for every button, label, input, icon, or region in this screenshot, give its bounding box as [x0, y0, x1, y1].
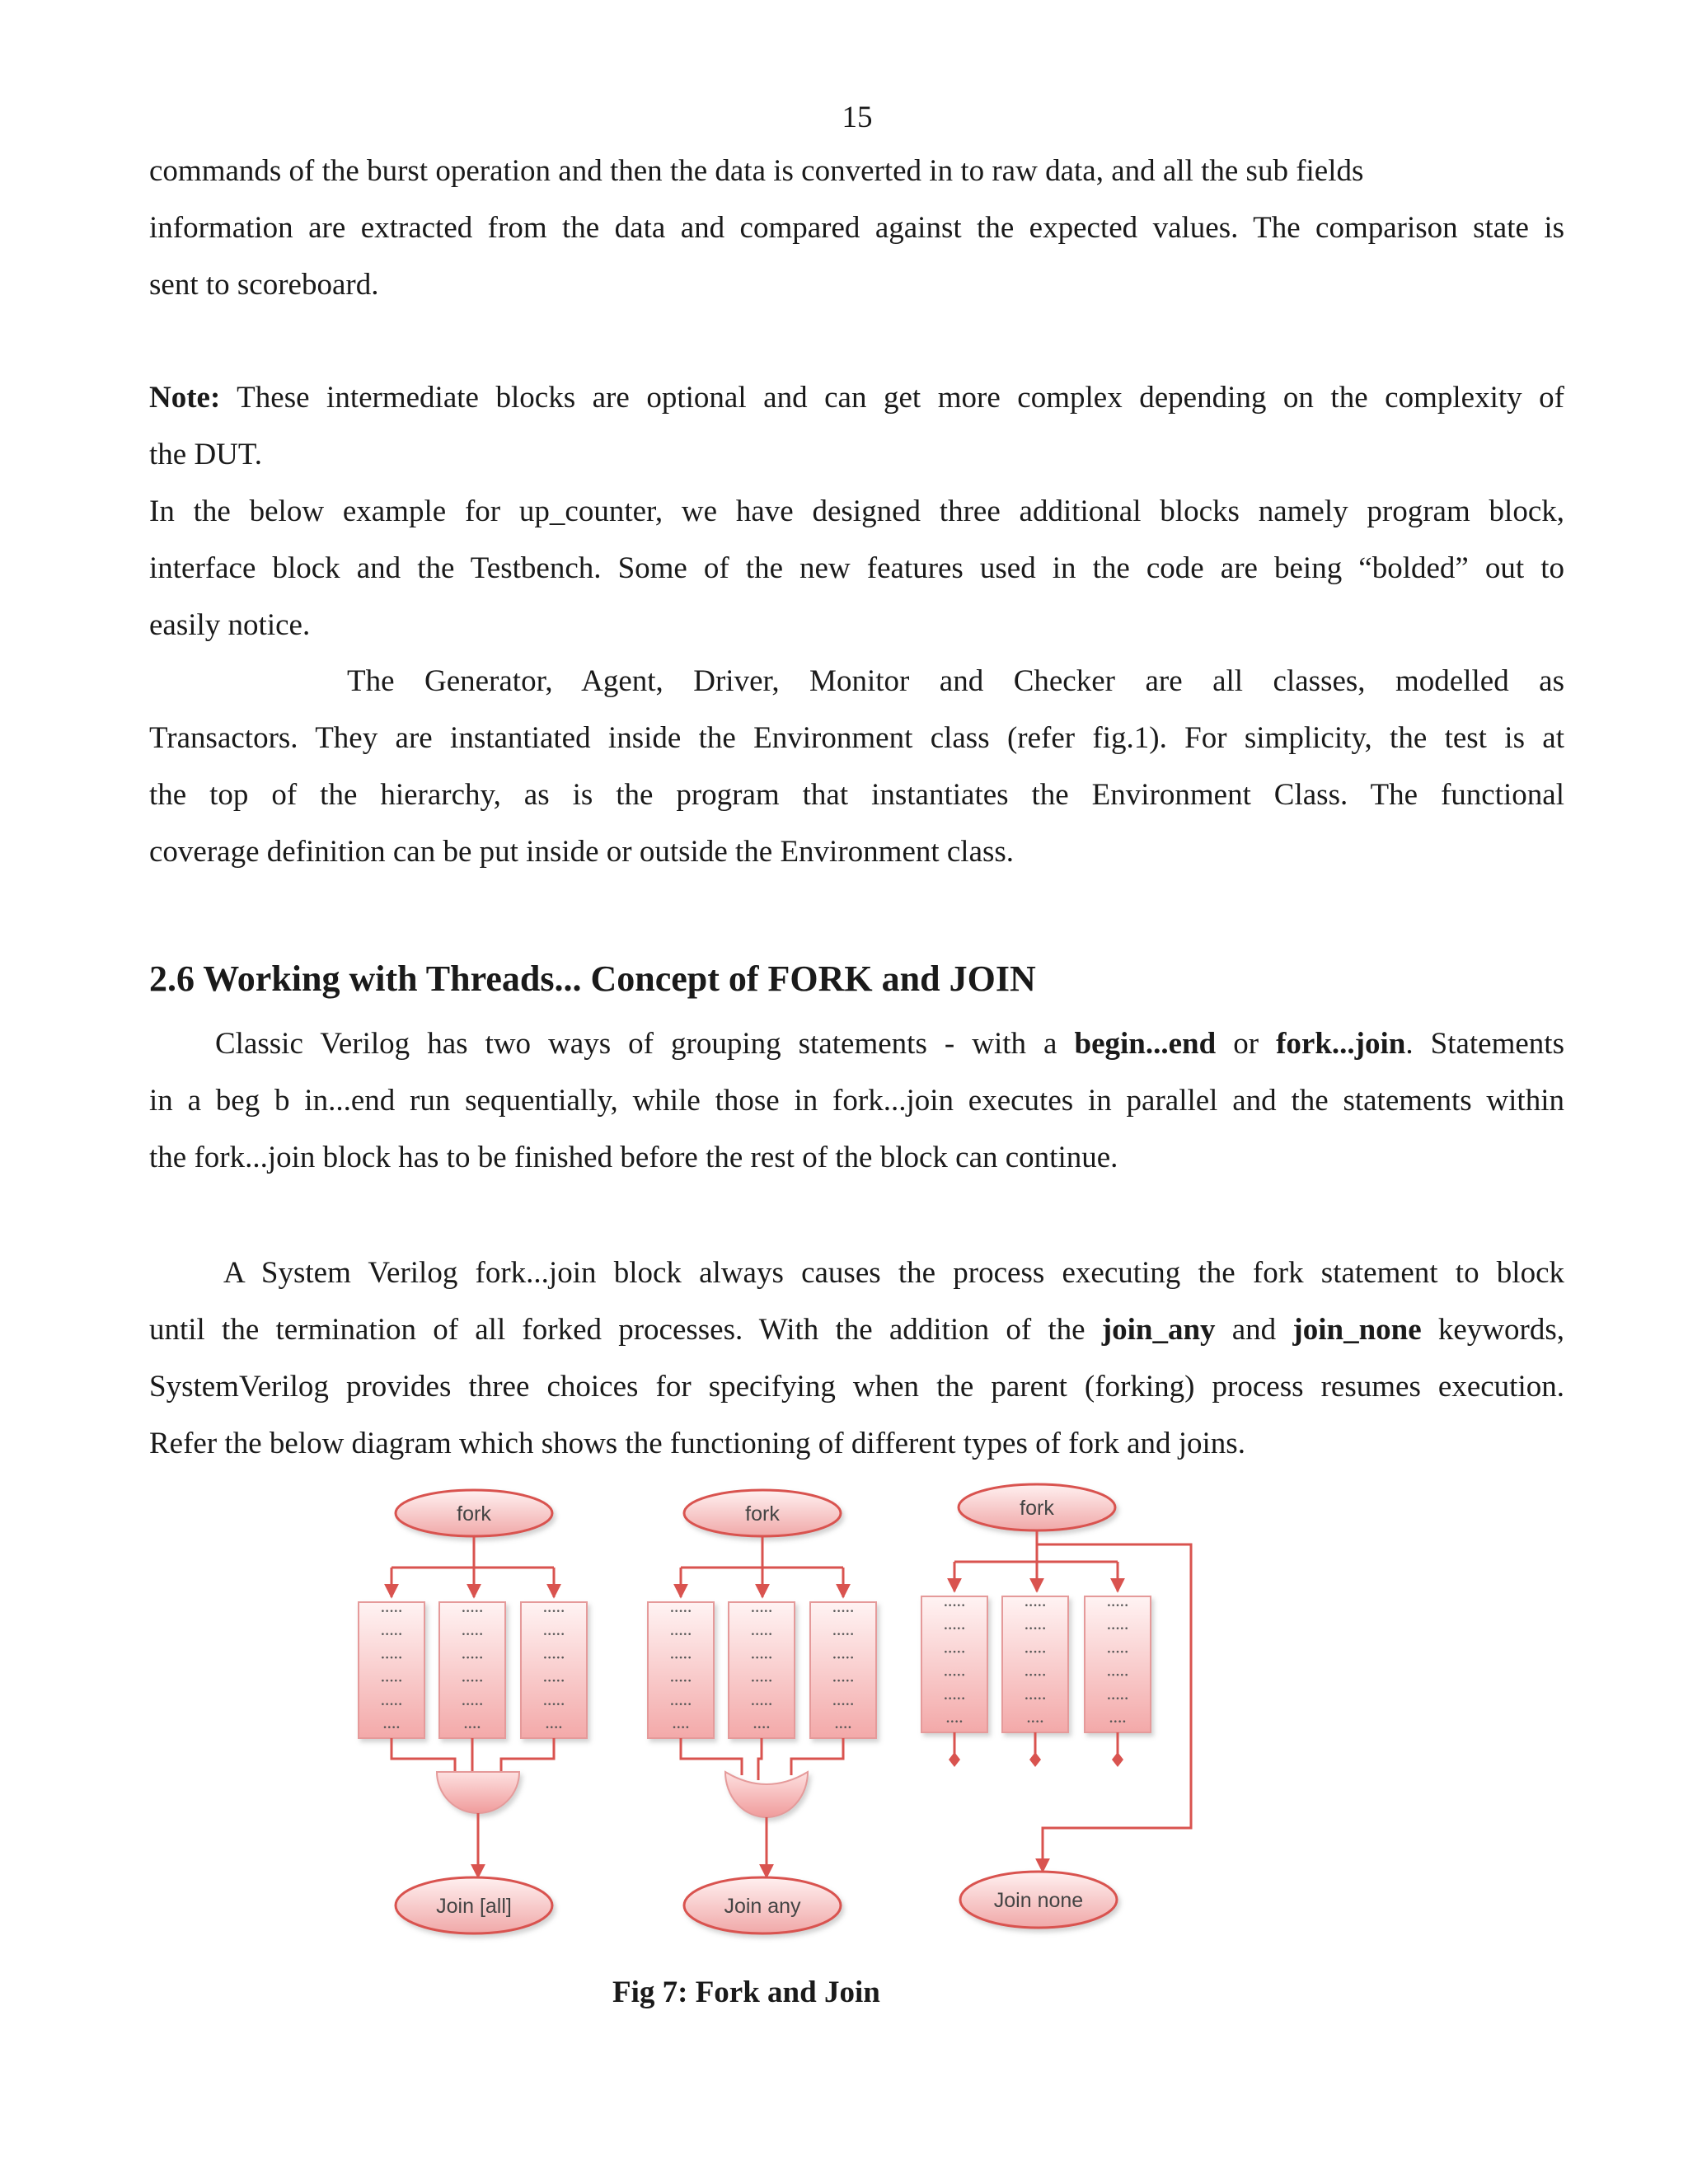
text-line: information are extracted from the data and compared against the expected values. The comparison state is — [149, 211, 1564, 245]
text-line: the DUT. — [149, 438, 262, 471]
keyword-join-any: join_any — [1101, 1313, 1216, 1347]
thread-end-diamond — [1112, 1752, 1123, 1767]
note-label: Note: — [149, 381, 221, 415]
block-dots: ••••• — [669, 1608, 692, 1616]
block-dots: ••••• — [750, 1700, 773, 1709]
text-line: sent to scoreboard. — [149, 268, 379, 302]
block-dots: ••••• — [750, 1631, 773, 1640]
block-dots: ••••• — [1024, 1671, 1047, 1680]
text-line: easily notice. — [149, 608, 311, 642]
thread-block — [921, 1596, 987, 1732]
block-dots: •••• — [672, 1724, 690, 1732]
thread-block — [648, 1602, 714, 1738]
fork-oval-label: fork — [457, 1502, 491, 1526]
join-any-gate — [725, 1772, 808, 1817]
figure-caption: Fig 7: Fork and Join — [612, 1975, 880, 2009]
thread-end-diamond — [949, 1752, 960, 1767]
block-dots: •••• — [753, 1724, 771, 1732]
block-dots: ••••• — [750, 1677, 773, 1686]
text-line: the top of the hierarchy, as is the program that instantiates the Environment Class. The functional — [149, 778, 1564, 812]
block-dots: ••••• — [943, 1648, 966, 1657]
thread-block — [810, 1602, 876, 1738]
block-dots: ••••• — [943, 1625, 966, 1634]
block-dots: ••••• — [1024, 1648, 1047, 1657]
block-dots: ••••• — [380, 1700, 403, 1709]
fork-oval-label: fork — [745, 1502, 780, 1526]
block-dots: ••••• — [380, 1608, 403, 1616]
join-any-oval-label: Join any — [724, 1895, 801, 1918]
thread-to-gate-line — [758, 1738, 762, 1780]
block-dots: ••••• — [542, 1700, 565, 1709]
block-dots: ••••• — [542, 1677, 565, 1686]
keyword-join-none: join_none — [1292, 1313, 1422, 1347]
block-dots: •••• — [545, 1724, 563, 1732]
block-dots: ••••• — [1106, 1694, 1129, 1704]
block-dots: ••••• — [750, 1608, 773, 1616]
block-dots: ••••• — [750, 1654, 773, 1663]
block-dots: ••••• — [461, 1700, 484, 1709]
block-dots: ••••• — [542, 1654, 565, 1663]
join-all-oval-label: Join [all] — [436, 1895, 512, 1918]
block-dots: ••••• — [669, 1654, 692, 1663]
note-text: These intermediate blocks are optional and can get more complex depending on the complexity of — [220, 381, 1564, 415]
thread-to-gate-line — [681, 1738, 742, 1775]
keyword-fork-join: fork...join — [1276, 1027, 1406, 1061]
block-dots: ••••• — [832, 1654, 855, 1663]
block-dots: ••••• — [832, 1677, 855, 1686]
block-dots: ••••• — [1024, 1625, 1047, 1634]
block-dots: ••••• — [832, 1608, 855, 1616]
text-line: In the below example for up_counter, we have designed three additional blocks namely program block, — [149, 494, 1564, 528]
text-run: . Statements — [1405, 1027, 1564, 1061]
text-line: the fork...join block has to be finished before the rest of the block can continue. — [149, 1141, 1118, 1174]
block-dots: ••••• — [943, 1694, 966, 1704]
block-dots: ••••• — [832, 1700, 855, 1709]
text-run: or — [1216, 1027, 1277, 1061]
block-dots: ••••• — [380, 1654, 403, 1663]
text-line: Transactors. They are instantiated inside the Environment class (refer fig.1). For simplicity, the test is at — [149, 721, 1564, 755]
thread-to-gate-line — [791, 1738, 843, 1775]
block-dots: ••••• — [1106, 1671, 1129, 1680]
thread-block — [359, 1602, 424, 1738]
block-dots: ••••• — [380, 1677, 403, 1686]
keyword-begin-end: begin...end — [1074, 1027, 1217, 1061]
join-all-gate — [437, 1772, 519, 1813]
block-dots: ••••• — [1024, 1694, 1047, 1704]
block-dots: •••• — [463, 1724, 481, 1732]
block-dots: ••••• — [542, 1608, 565, 1616]
block-dots: ••••• — [1106, 1602, 1129, 1610]
page-number: 15 — [842, 101, 873, 134]
text-line: in a beg b in...end run sequentially, while those in fork...join executes in parallel and the statements within — [149, 1084, 1564, 1118]
thread-block — [1085, 1596, 1151, 1732]
block-dots: •••• — [1026, 1718, 1044, 1727]
text-line: SystemVerilog provides three choices for specifying when the parent (forking) process resumes execution. — [149, 1370, 1564, 1404]
text-line: The Generator, Agent, Driver, Monitor and Checker are all classes, modelled as — [347, 664, 1564, 698]
thread-end-diamond — [1029, 1752, 1041, 1767]
block-dots: •••• — [1109, 1718, 1127, 1727]
block-dots: ••••• — [943, 1671, 966, 1680]
text-line: A System Verilog fork...join block always causes the process executing the fork statement to block — [223, 1256, 1564, 1290]
text-line: commands of the burst operation and then the data is converted in to raw data, and all the sub fields — [149, 154, 1364, 188]
block-dots: •••• — [382, 1724, 401, 1732]
text-run: Classic Verilog has two ways of grouping statements - with a — [215, 1027, 1075, 1061]
text-run: until the termination of all forked processes. With the addition of the — [149, 1313, 1102, 1347]
thread-to-gate-line — [501, 1738, 554, 1775]
block-dots: ••••• — [669, 1700, 692, 1709]
block-dots: ••••• — [380, 1631, 403, 1640]
block-dots: ••••• — [943, 1602, 966, 1610]
block-dots: •••• — [834, 1724, 852, 1732]
text-line: Refer the below diagram which shows the functioning of different types of fork and joins. — [149, 1427, 1245, 1460]
block-dots: ••••• — [542, 1631, 565, 1640]
block-dots: •••• — [945, 1718, 964, 1727]
block-dots: ••••• — [1106, 1648, 1129, 1657]
block-dots: ••••• — [832, 1631, 855, 1640]
thread-block — [1002, 1596, 1068, 1732]
join-none-oval-label: Join none — [993, 1889, 1084, 1912]
thread-block — [729, 1602, 795, 1738]
text-run: and — [1215, 1313, 1293, 1347]
text-line: coverage definition can be put inside or outside the Environment class. — [149, 835, 1015, 869]
block-dots: ••••• — [461, 1608, 484, 1616]
text-line: interface block and the Testbench. Some of the new features used in the code are being “bolded” out to — [149, 551, 1564, 585]
block-dots: ••••• — [461, 1631, 484, 1640]
thread-to-gate-line — [392, 1738, 455, 1775]
thread-block — [521, 1602, 587, 1738]
block-dots: ••••• — [1106, 1625, 1129, 1634]
block-dots: ••••• — [669, 1677, 692, 1686]
block-dots: ••••• — [461, 1677, 484, 1686]
fork-oval-label: fork — [1020, 1497, 1054, 1520]
text-run: keywords, — [1421, 1313, 1564, 1347]
thread-block — [439, 1602, 505, 1738]
block-dots: ••••• — [461, 1654, 484, 1663]
block-dots: ••••• — [1024, 1602, 1047, 1610]
section-heading: 2.6 Working with Threads... Concept of FORK and JOIN — [149, 958, 1036, 999]
block-dots: ••••• — [669, 1631, 692, 1640]
